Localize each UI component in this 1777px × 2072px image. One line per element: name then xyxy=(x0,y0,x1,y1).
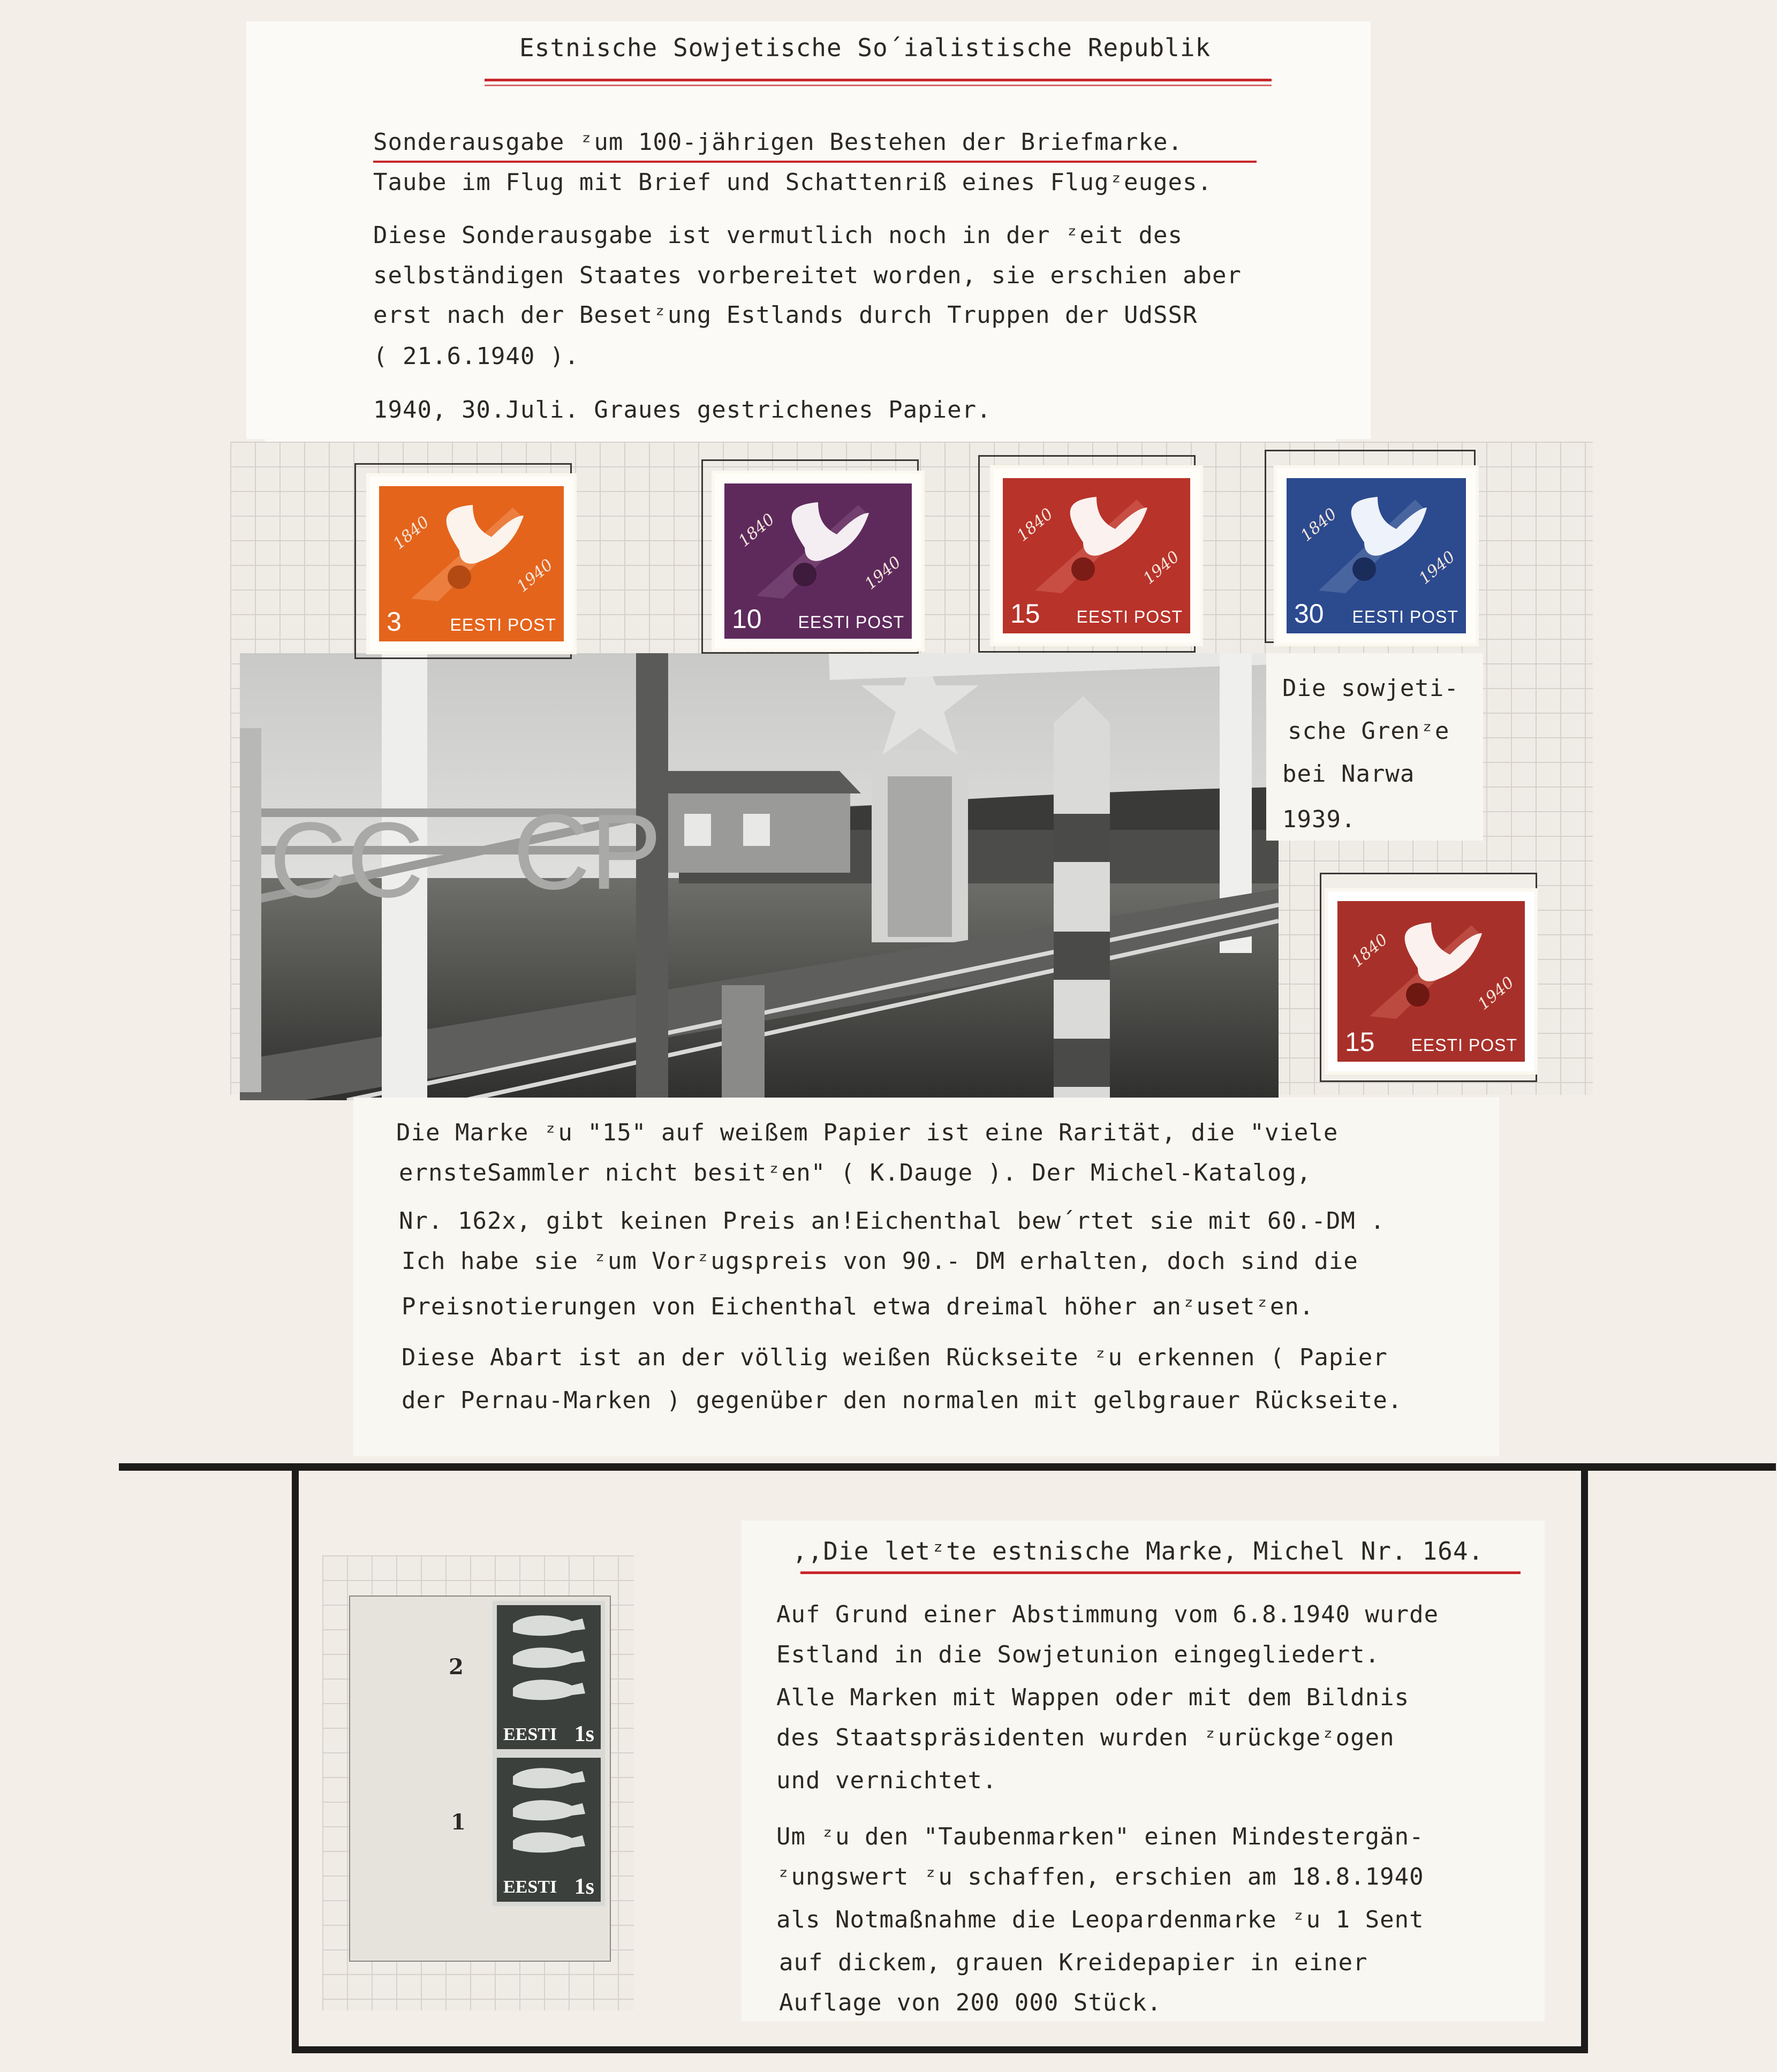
stamp-15-variety xyxy=(1328,891,1534,1071)
leopard-stamp-bottom xyxy=(493,1753,605,1906)
stamp-3-year-left: 1840 xyxy=(389,512,433,554)
stamp-3-face xyxy=(379,486,564,641)
leopard-top-country: EESTI xyxy=(503,1725,557,1744)
page-title: Estnische Sowjetische So´ialistische Republik xyxy=(519,33,1211,62)
last-para1-1: Auf Grund einer Abstimmung vom 6.8.1940 wurde xyxy=(776,1601,1439,1628)
section-divider xyxy=(119,1463,1776,1471)
title-underline xyxy=(485,79,1272,81)
dove-icon xyxy=(724,483,893,620)
title-underline-2 xyxy=(485,85,1272,86)
last-para2-4: auf dickem, grauen Kreidepapier in einer xyxy=(779,1949,1368,1976)
stamp-30-year-right: 1940 xyxy=(1415,547,1459,588)
photo-caption-3: bei Narwa xyxy=(1282,760,1415,788)
stamp-10 xyxy=(715,474,921,648)
intro-para-1: Diese Sonderausgabe ist vermutlich noch in der ᶻeit des xyxy=(373,222,1183,249)
photo-sign-cc: CC xyxy=(269,800,424,920)
stamp-15v-year-right: 1940 xyxy=(1474,973,1518,1014)
stamp-15-variety-face xyxy=(1337,901,1525,1062)
last-para2-1: Um ᶻu den "Taubenmarken" einen Mindestergän- xyxy=(776,1823,1424,1850)
last-para2-2: ᶻungswert ᶻu schaffen, erschien am 18.8.1940 xyxy=(776,1863,1424,1890)
leopard-bottom-country: EESTI xyxy=(503,1877,557,1897)
issue-line: 1940, 30.Juli. Graues gestrichenes Papier. xyxy=(373,396,992,424)
rarity-line-1: Die Marke ᶻu "15" auf weißem Papier ist eine Rarität, die "viele xyxy=(396,1119,1339,1146)
stamp-15 xyxy=(993,468,1200,643)
intro-underline xyxy=(373,161,1257,163)
stamp-10-country: EESTI POST xyxy=(798,612,904,632)
border-photo xyxy=(240,653,1279,1100)
intro-line-1: Sonderausgabe ᶻum 100-jährigen Bestehen der Briefmarke. xyxy=(373,128,1183,156)
dove-icon xyxy=(1337,901,1506,1042)
last-title-underline xyxy=(800,1571,1521,1574)
stamp-15v-value: 15 xyxy=(1345,1027,1375,1057)
stamp-15-year-right: 1940 xyxy=(1139,547,1183,588)
stamp-30-year-left: 1840 xyxy=(1297,504,1341,546)
stamp-10-year-right: 1940 xyxy=(861,553,905,594)
last-para1-4: des Staatspräsidenten wurden ᶻurückgeᶻogen xyxy=(776,1724,1395,1751)
leopard-top-value: 1s xyxy=(574,1722,594,1746)
stamp-15v-country: EESTI POST xyxy=(1411,1035,1517,1055)
variety-line-1: Diese Abart ist an der völlig weißen Rückseite ᶻu erkennen ( Papier xyxy=(402,1344,1388,1371)
rarity-line-2: ernsteSammler nicht besitᶻen" ( K.Dauge ). Der Michel-Katalog, xyxy=(399,1159,1312,1186)
leopard-stamp-top xyxy=(493,1601,605,1753)
dove-icon xyxy=(379,486,545,623)
stamp-30-face xyxy=(1287,478,1466,633)
stamp-10-year-left: 1840 xyxy=(735,510,778,551)
last-para1-5: und vernichtet. xyxy=(776,1767,997,1794)
rarity-line-5: Preisnotierungen von Eichenthal etwa dreimal höher anᶻusetᶻen. xyxy=(402,1293,1314,1320)
intro-para-4: ( 21.6.1940 ). xyxy=(373,343,579,370)
photo-caption-2: sche Grenᶻe xyxy=(1288,717,1450,745)
last-stamp-title: ,,Die letᶻte estnische Marke, Michel Nr. 164. xyxy=(792,1537,1484,1566)
stamp-15-value: 15 xyxy=(1010,599,1040,629)
stamp-15-country: EESTI POST xyxy=(1076,607,1183,626)
stamp-30-country: EESTI POST xyxy=(1352,607,1458,626)
frame-left xyxy=(292,1467,299,2053)
stamp-3 xyxy=(369,477,573,651)
photo-sign-cp: CP xyxy=(513,792,662,912)
rarity-line-4: Ich habe sie ᶻum Vorᶻugspreis von 90.- DM erhalten, doch sind die xyxy=(402,1247,1358,1275)
stamp-3-country: EESTI POST xyxy=(450,615,556,634)
stamp-3-value: 3 xyxy=(387,607,402,637)
rarity-line-3: Nr. 162x, gibt keinen Preis an!Eichenthal bew´rtet sie mit 60.-DM . xyxy=(399,1207,1385,1235)
stamp-10-value: 10 xyxy=(732,604,762,634)
last-para2-3: als Notmaßnahme die Leopardenmarke ᶻu 1 Sent xyxy=(776,1906,1424,1933)
stamp-15-face xyxy=(1003,478,1190,633)
stamp-30-value: 30 xyxy=(1294,599,1324,629)
dove-icon xyxy=(1003,478,1171,615)
photo-caption-1: Die sowjeti- xyxy=(1282,675,1459,702)
stamp-10-face xyxy=(724,483,912,639)
intro-line-2: Taube im Flug mit Brief und Schattenriß eines Flugᶻeuges. xyxy=(373,169,1212,196)
row-number-1: 1 xyxy=(451,1810,466,1835)
last-para1-3: Alle Marken mit Wappen oder mit dem Bildnis xyxy=(776,1684,1410,1711)
photo-caption-4: 1939. xyxy=(1282,806,1356,833)
three-lions-icon xyxy=(497,1758,601,1865)
stamp-3-year-right: 1940 xyxy=(513,555,557,596)
frame-bottom xyxy=(292,2046,1588,2053)
dove-icon xyxy=(1287,478,1447,615)
last-para1-2: Estland in die Sowjetunion eingegliedert. xyxy=(776,1641,1380,1668)
intro-para-3: erst nach der Besetᶻung Estlands durch Truppen der UdSSR xyxy=(373,301,1198,329)
leopard-bottom-value: 1s xyxy=(574,1874,594,1899)
frame-right xyxy=(1581,1467,1588,2053)
stamp-30 xyxy=(1277,468,1476,643)
photo-scene xyxy=(240,653,1279,1100)
last-para2-5: Auflage von 200 000 Stück. xyxy=(779,1989,1162,2016)
stamp-15-year-left: 1840 xyxy=(1013,504,1057,546)
stamp-15v-year-left: 1840 xyxy=(1348,930,1392,971)
variety-line-2: der Pernau-Marken ) gegenüber den normalen mit gelbgrauer Rückseite. xyxy=(402,1387,1403,1414)
intro-para-2: selbständigen Staates vorbereitet worden, sie erschien aber xyxy=(373,262,1242,289)
three-lions-icon xyxy=(497,1605,601,1712)
row-number-2: 2 xyxy=(449,1654,464,1680)
